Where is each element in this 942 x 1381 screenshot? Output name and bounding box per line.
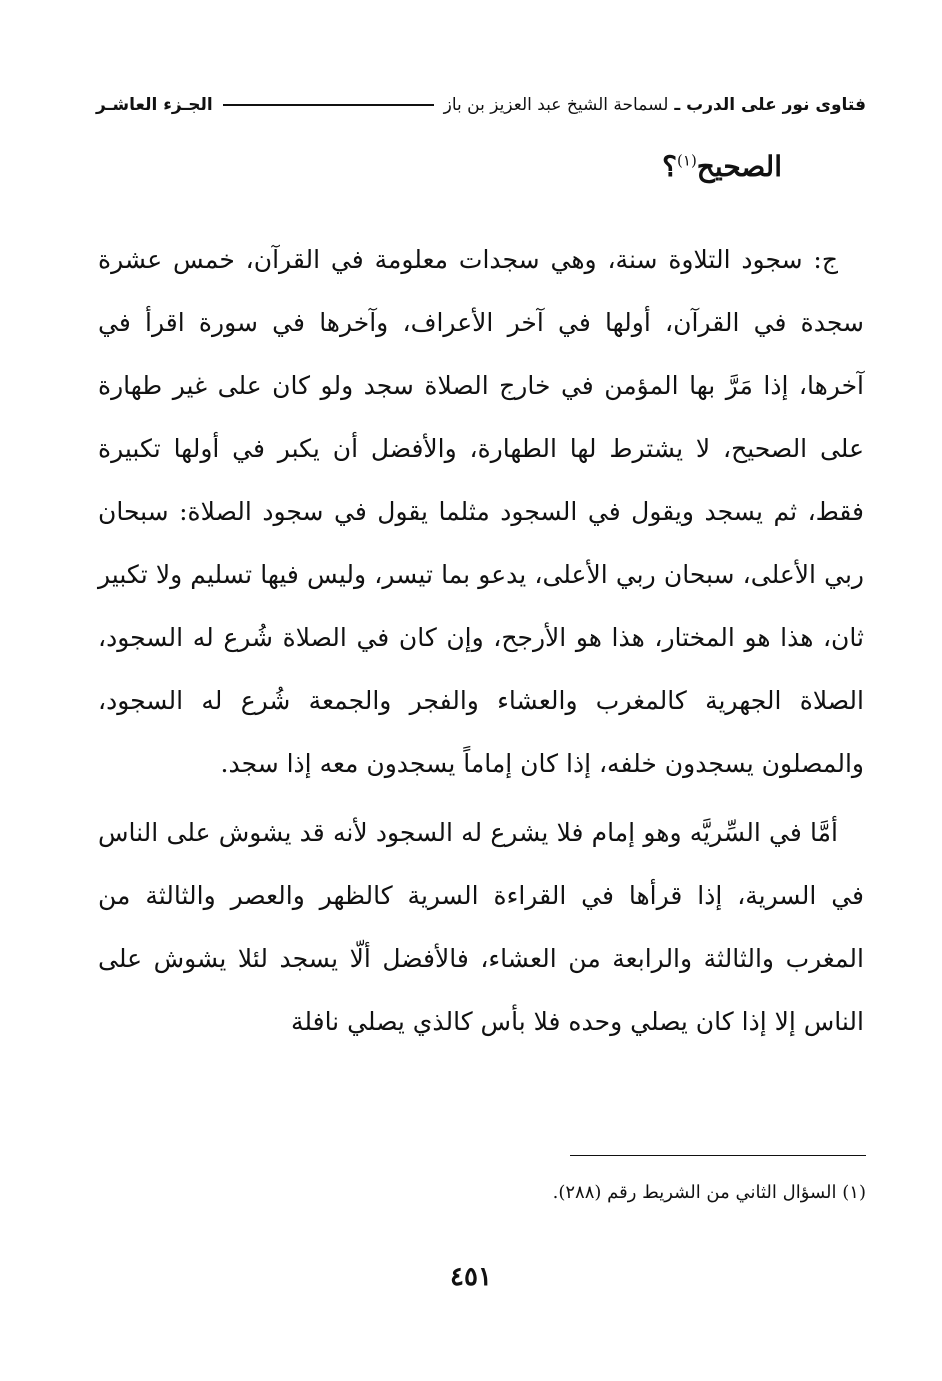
question-tail-text: الصحيح xyxy=(696,150,782,183)
running-header xyxy=(96,88,866,122)
volume-label: الجـزء العاشـر xyxy=(96,95,213,115)
page-number: ٤٥١ xyxy=(450,1262,492,1292)
answer-paragraph-2: أمَّا في السِّريَّه وهو إمام فلا يشرع له السجود لأنه قد يشوش على الناس في السرية، إذا قرأها في القراءة السرية كالظهر والعصر والثالثة من المغرب والثالثة والرابعة من العشاء، فالأفضل ألّا يسجد لئلا يشوش على الناس إلا إذا كان يصلي وحده فلا بأس كالذي يصلي نافلة xyxy=(98,818,864,1036)
header-rule xyxy=(223,104,434,106)
book-title: فتاوى نور على الدرب ـ xyxy=(674,95,866,115)
footnote-marker: (١) xyxy=(677,151,697,170)
body-text xyxy=(98,228,864,1053)
author-name: لسماحة الشيخ عبد العزيز بن باز xyxy=(443,95,669,115)
footnote-rule xyxy=(570,1155,866,1156)
question-tail xyxy=(662,150,782,183)
footnote: (١) السؤال الثاني من الشريط رقم (٢٨٨). xyxy=(552,1182,866,1203)
question-mark: ؟ xyxy=(662,150,678,183)
answer-paragraph: ج: سجود التلاوة سنة، وهي سجدات معلومة في القرآن، خمس عشرة سجدة في القرآن، أولها في آخر الأعراف، وآخرها في سورة اقرأ في آخرها، إذا مَرَّ بها المؤمن في خارج الصلاة سجد ولو كان على غير طهارة على الصحيح، لا يشترط لها الطهارة، والأفضل أن يكبر في أولها تكبيرة فقط، ثم يسجد ويقول في السجود مثلما يقول في سجود الصلاة: سبحان ربي الأعلى، سبحان ربي الأعلى، يدعو بما تيسر، وليس فيها تسليم ولا تكبير ثان، هذا هو المختار، هذا هو الأرجح، وإن كان في الصلاة شُرع له السجود، الصلاة الجهرية كالمغرب والعشاء والفجر والجمعة شُرع له السجود، والمصلون يسجدون خلفه، إذا كان إماماً يسجدون معه إذا سجد. xyxy=(98,245,864,778)
